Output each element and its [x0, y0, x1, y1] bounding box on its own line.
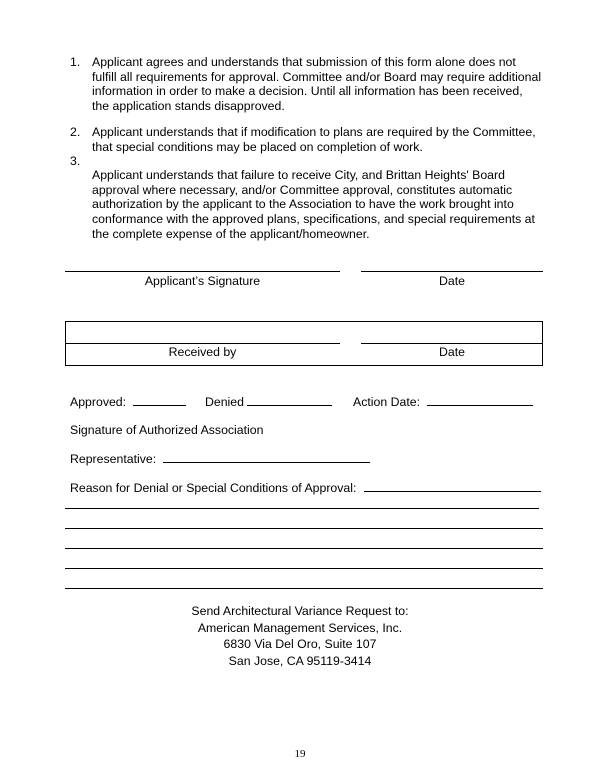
- reason-label: Reason for Denial or Special Conditions of Approval:: [70, 481, 357, 495]
- footer-line-1: Send Architectural Variance Request to:: [191, 604, 409, 618]
- approved-field: [70, 395, 186, 409]
- received-signature-line[interactable]: [65, 343, 340, 344]
- denied-label: Denied: [205, 395, 244, 409]
- approved-blank[interactable]: [133, 395, 186, 406]
- applicant-date-line[interactable]: [361, 271, 543, 272]
- denied-field: [205, 395, 332, 409]
- term-text-3: Applicant understands that failure to receive City, and Brittan Heights' Board approval where necessary, and/or Committee approval, constitutes automatic authorization by the applicant to the Association to have the work brought into conformance with the approved plans, specifications, and special requirements at the complete expense of the applicant/homeowner.: [92, 168, 535, 241]
- term-text-2: Applicant understands that if modification to plans are required by the Committee, that special conditions may be placed on completion of work.: [92, 125, 536, 154]
- term-text-1: Applicant agrees and understands that submission of this form alone does not fulfill all requirements for approval. Committee and/or Board may require additional information in order to make a decision. Until all information has been received, the application stands disapproved.: [92, 55, 542, 114]
- approved-label: Approved:: [70, 395, 127, 409]
- action-date-field: [353, 395, 533, 409]
- term-number-3: 3.: [70, 154, 81, 168]
- reason-line-1[interactable]: [65, 508, 539, 509]
- received-date-label: Date: [439, 345, 465, 359]
- action-date-label: Action Date:: [353, 395, 420, 409]
- footer-line-3: 6830 Via Del Oro, Suite 107: [223, 637, 377, 651]
- page-number: 19: [294, 748, 306, 760]
- denied-blank[interactable]: [247, 395, 332, 406]
- reason-line-3[interactable]: [65, 548, 543, 549]
- reason-line-5[interactable]: [65, 588, 543, 589]
- mailing-address: [0, 603, 600, 669]
- applicant-signature-line[interactable]: [65, 271, 340, 272]
- reason-line-2[interactable]: [65, 528, 543, 529]
- received-date-line[interactable]: [361, 343, 543, 344]
- footer-line-4: San Jose, CA 95119-3414: [228, 653, 372, 668]
- reason-field: [70, 481, 541, 495]
- reason-line-4[interactable]: [65, 568, 543, 569]
- applicant-date-label: Date: [439, 274, 465, 288]
- representative-blank[interactable]: [163, 452, 370, 463]
- representative-label: Representative:: [70, 452, 157, 466]
- applicant-signature-label: Applicant’s Signature: [144, 274, 261, 288]
- action-date-blank[interactable]: [427, 395, 533, 406]
- term-number-2: 2.: [70, 125, 81, 139]
- received-by-label: Received by: [168, 345, 237, 359]
- signature-heading: Signature of Authorized Association: [70, 423, 264, 437]
- reason-blank[interactable]: [364, 481, 541, 492]
- footer-line-2: American Management Services, Inc.: [197, 620, 403, 635]
- representative-field: [70, 452, 370, 466]
- term-number-1: 1.: [70, 55, 81, 69]
